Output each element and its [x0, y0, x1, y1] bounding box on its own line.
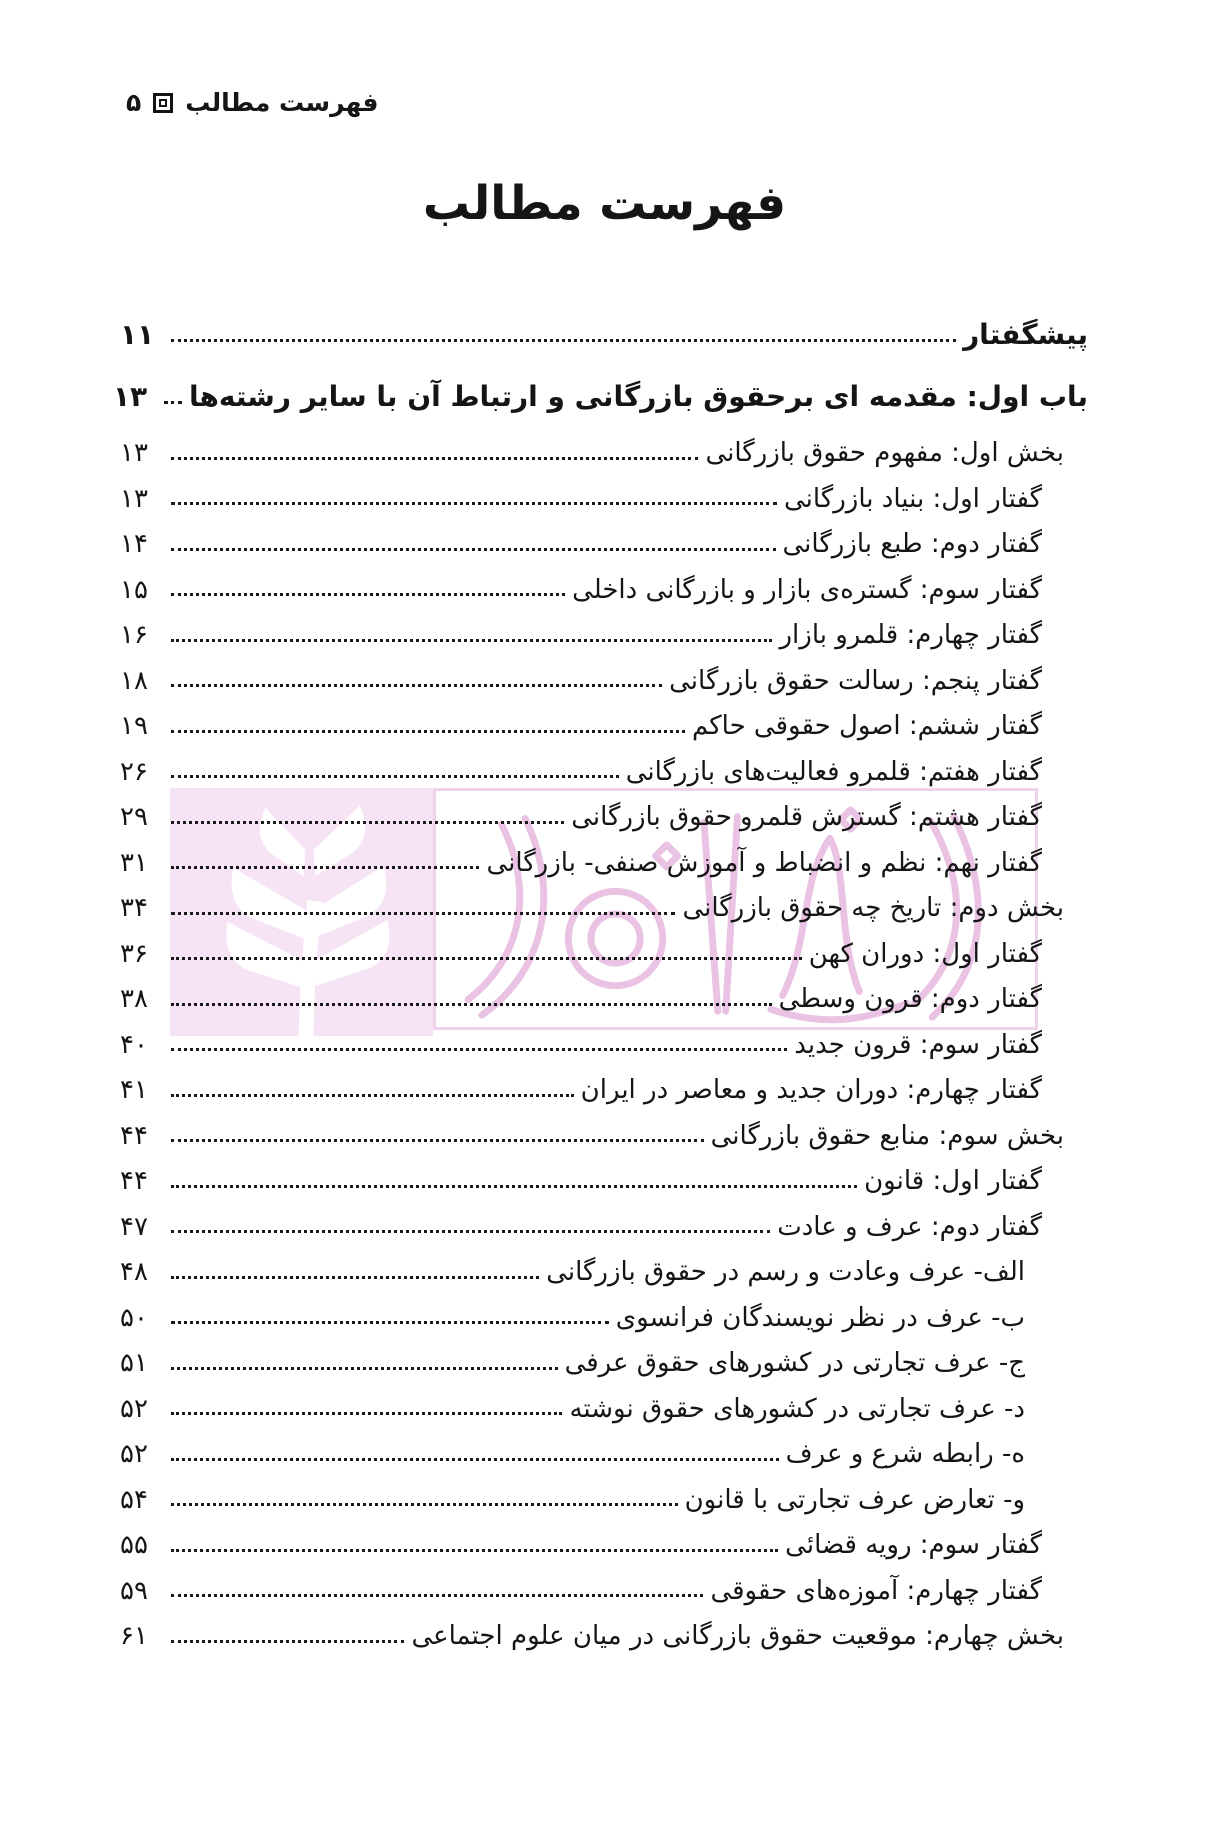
toc-entry-label: گفتار هشتم: گسترش قلمرو حقوق بازرگانی — [571, 802, 1042, 832]
toc-row — [120, 834, 1088, 880]
toc-row — [120, 515, 1088, 561]
toc-row — [112, 362, 1088, 414]
toc-page-number: ۵۹ — [120, 1575, 148, 1606]
toc-page-number: ۴۷ — [120, 1211, 148, 1242]
toc-entry-label: باب اول: مقدمه ای برحقوق بازرگانی و ارتباط آن با سایر رشته‌ها — [188, 380, 1088, 413]
dotted-leader — [171, 1412, 562, 1415]
dotted-leader — [171, 1458, 779, 1461]
toc-page-number: ۱۳ — [112, 380, 148, 413]
toc-entry-label: ب- عرف در نظر نویسندگان فرانسوی — [615, 1302, 1025, 1333]
toc-page-number: ۳۱ — [120, 847, 148, 878]
toc-page-number: ۵۱ — [120, 1348, 148, 1378]
toc-row — [120, 1243, 1088, 1289]
running-header-page-number: ۵ — [126, 88, 142, 117]
dotted-leader — [171, 1230, 770, 1233]
toc-row — [120, 1061, 1088, 1107]
toc-page-number: ۱۴ — [120, 529, 148, 559]
toc-entry-label: پیشگفتار — [963, 318, 1088, 351]
toc-page-number: ۲۶ — [120, 756, 148, 787]
toc-row — [120, 300, 1088, 352]
dotted-leader — [171, 1276, 539, 1279]
toc-page-number: ۴۸ — [120, 1257, 148, 1287]
toc-entry-label: ج- عرف تجارتی در کشورهای حقوق عرفی — [564, 1348, 1025, 1378]
toc-row — [120, 561, 1088, 607]
toc-row — [120, 743, 1088, 789]
dotted-leader — [171, 866, 479, 869]
toc-row — [120, 1516, 1088, 1562]
toc-row — [120, 879, 1088, 925]
toc-page-number: ۵۵ — [120, 1530, 148, 1560]
toc-page-number: ۴۰ — [120, 1029, 148, 1060]
toc-row — [120, 1107, 1088, 1153]
dotted-leader — [171, 821, 564, 824]
toc-entry-label: گفتار چهارم: دوران جدید و معاصر در ایران — [580, 1075, 1042, 1105]
toc-page-number: ۴۴ — [120, 1120, 148, 1151]
toc-entry-label: د- عرف تجارتی در کشورهای حقوق نوشته — [569, 1393, 1025, 1424]
toc-row — [120, 1425, 1088, 1471]
toc-row — [120, 788, 1088, 834]
toc-page-number: ۱۸ — [120, 665, 148, 696]
toc-entry-label: گفتار نهم: نظم و انضباط و آموزش صنفی- بازرگانی — [486, 847, 1042, 878]
dotted-leader — [171, 502, 777, 505]
toc-entry-label: گفتار اول: قانون — [864, 1166, 1042, 1196]
toc-row — [120, 470, 1088, 516]
dotted-leader — [171, 957, 802, 960]
toc-entry-label: گفتار چهارم: قلمرو بازار — [779, 620, 1042, 650]
dotted-leader — [171, 1003, 772, 1006]
running-header — [126, 88, 379, 117]
toc-row — [120, 697, 1088, 743]
toc-page-number: ۱۵ — [120, 574, 148, 605]
dotted-leader — [171, 1594, 703, 1597]
toc-row — [120, 1334, 1088, 1380]
dotted-leader — [171, 457, 698, 460]
toc-entry-label: بخش دوم: تاریخ چه حقوق بازرگانی — [682, 893, 1064, 923]
toc-page-number: ۲۹ — [120, 802, 148, 832]
toc-row — [120, 652, 1088, 698]
page-title: فهرست مطالب — [422, 176, 787, 231]
toc-page-number: ۳۶ — [120, 938, 148, 969]
toc-list — [112, 300, 1088, 1653]
toc-entry-label: گفتار ششم: اصول حقوقی حاکم — [691, 711, 1042, 741]
toc-row — [120, 1607, 1088, 1653]
toc-entry-label: گفتار پنجم: رسالت حقوق بازرگانی — [669, 665, 1042, 696]
toc-row — [120, 1471, 1088, 1517]
toc-entry-label: گفتار دوم: طبع بازرگانی — [782, 529, 1042, 559]
toc-page-number: ۵۲ — [120, 1439, 148, 1469]
toc-page-number: ۴۱ — [120, 1075, 148, 1105]
toc-row — [120, 925, 1088, 971]
dotted-leader — [171, 1321, 609, 1324]
toc-entry-label: و- تعارض عرف تجارتی با قانون — [684, 1484, 1025, 1515]
dotted-leader — [171, 1139, 704, 1142]
toc-row — [120, 1380, 1088, 1426]
dotted-leader — [171, 912, 675, 915]
toc-page-number: ۳۸ — [120, 984, 148, 1014]
toc-entry-label: گفتار دوم: قرون وسطی — [778, 984, 1042, 1014]
dotted-leader — [171, 684, 662, 687]
toc-page-number: ۶۱ — [120, 1621, 148, 1651]
toc-entry-label: گفتار سوم: رویه قضائی — [785, 1530, 1042, 1560]
dotted-leader — [171, 1367, 558, 1370]
toc-row — [120, 1289, 1088, 1335]
toc-row — [120, 606, 1088, 652]
toc-row — [120, 1016, 1088, 1062]
toc-entry-label: گفتار سوم: گستره‌ی بازار و بازرگانی داخلی — [572, 574, 1042, 605]
dotted-leader — [164, 401, 182, 404]
toc-entry-label: بخش سوم: منابع حقوق بازرگانی — [710, 1120, 1064, 1151]
toc-page-number: ۱۶ — [120, 620, 148, 650]
toc-page-number: ۵۰ — [120, 1302, 148, 1333]
toc-entry-label: گفتار اول: بنیاد بازرگانی — [784, 483, 1042, 514]
dotted-leader — [171, 775, 619, 778]
dotted-leader — [171, 1640, 404, 1643]
toc-entry-label: الف- عرف وعادت و رسم در حقوق بازرگانی — [546, 1257, 1025, 1287]
toc-entry-label: گفتار دوم: عرف و عادت — [777, 1211, 1042, 1242]
dotted-leader — [171, 1185, 857, 1188]
running-header-title: فهرست مطالب — [185, 88, 379, 117]
dotted-leader — [171, 593, 565, 596]
toc-entry-label: گفتار اول: دوران کهن — [808, 938, 1042, 969]
toc-row — [120, 1562, 1088, 1608]
toc-entry-label: گفتار سوم: قرون جدید — [794, 1029, 1042, 1060]
toc-row — [120, 424, 1088, 470]
dotted-leader — [171, 1549, 778, 1552]
toc-row — [120, 970, 1088, 1016]
toc-page-number: ۱۳ — [120, 483, 148, 514]
dotted-leader — [171, 639, 772, 642]
toc-entry-label: گفتار چهارم: آموزه‌های حقوقی — [710, 1575, 1042, 1606]
toc-entry-label: بخش اول: مفهوم حقوق بازرگانی — [705, 438, 1064, 468]
toc-page-number: ۵۴ — [120, 1484, 148, 1515]
toc-page-number: ۱۱ — [120, 318, 155, 351]
dotted-leader — [171, 339, 956, 342]
toc-entry-label: گفتار هفتم: قلمرو فعالیت‌های بازرگانی — [625, 756, 1042, 787]
dotted-leader — [171, 730, 685, 733]
dotted-leader — [171, 1094, 574, 1097]
toc-page-number: ۳۴ — [120, 893, 148, 923]
toc-page-number: ۴۴ — [120, 1166, 148, 1196]
dotted-leader — [171, 1503, 678, 1506]
toc-entry-label: بخش چهارم: موقعیت حقوق بازرگانی در میان علوم اجتماعی — [411, 1621, 1064, 1651]
toc-page-number: ۱۹ — [120, 711, 148, 741]
toc-entry-label: ه- رابطه شرع و عرف — [785, 1439, 1025, 1469]
toc-row — [120, 1198, 1088, 1244]
toc-row — [120, 1152, 1088, 1198]
toc-page-number: ۱۳ — [120, 438, 148, 468]
toc-page-number: ۵۲ — [120, 1393, 148, 1424]
dotted-leader — [171, 1048, 787, 1051]
double-square-icon — [153, 93, 173, 113]
dotted-leader — [171, 548, 776, 551]
